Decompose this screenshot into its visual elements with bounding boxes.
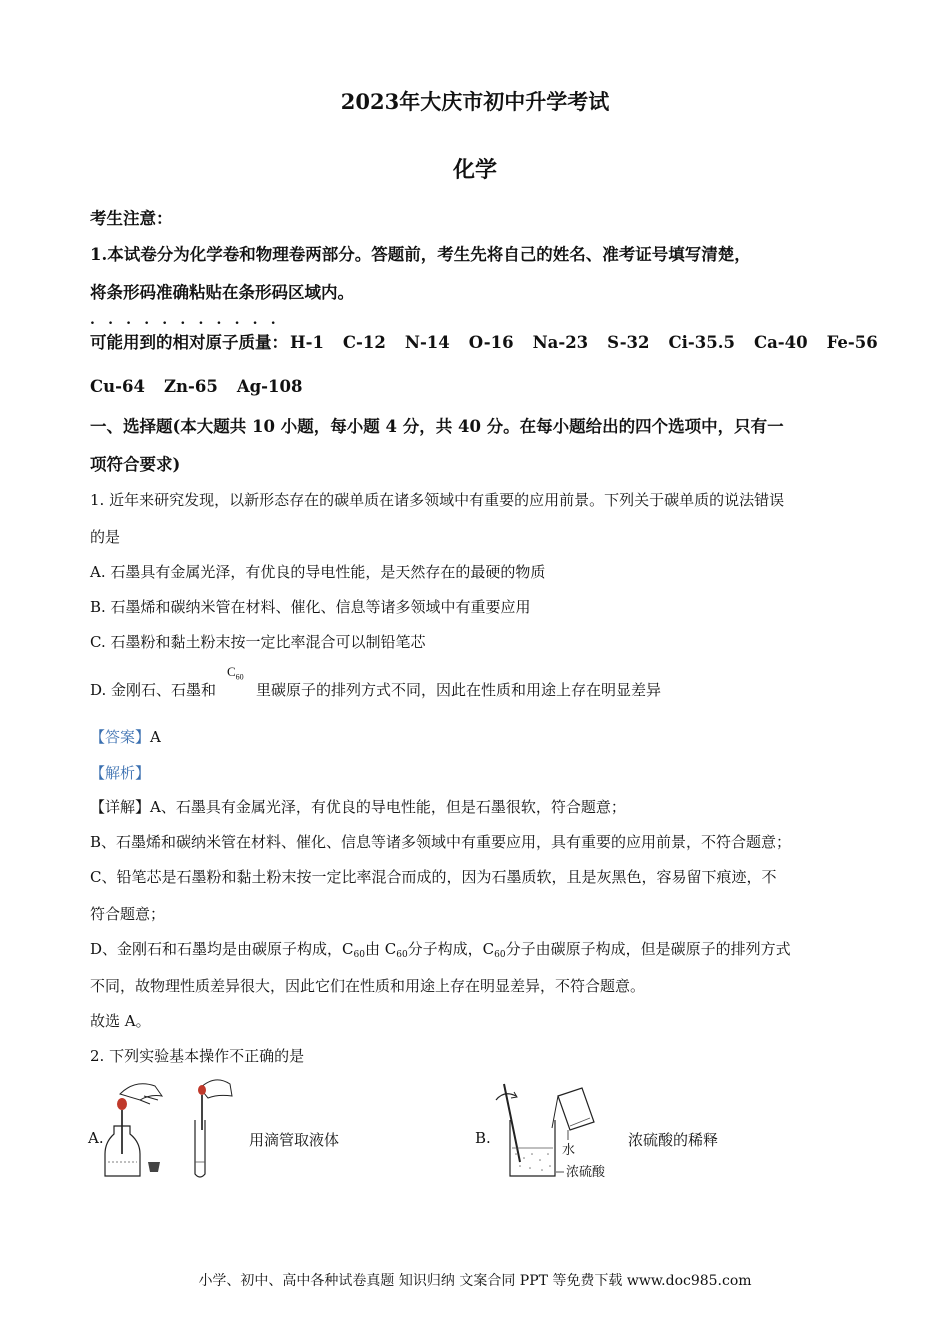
detail-tag: 【详解】	[90, 798, 151, 816]
mass-n: N-14	[404, 333, 450, 352]
answer-tag: 【答案】	[90, 728, 151, 746]
mass-h: H-1	[290, 333, 324, 352]
detail-c-line-1: C、铅笔芯是石墨粉和黏土粉末按一定比率混合而成的，因为石墨质软，且是灰黑色，容易留下痕迹，不	[90, 868, 777, 886]
detail-d-part-2: 由 C	[364, 940, 397, 958]
mass-ag: Ag-108	[236, 377, 303, 396]
q2-option-a-label: A.	[88, 1129, 104, 1147]
c60-letter: C	[227, 664, 236, 679]
mass-fe: Fe-56	[826, 333, 878, 352]
detail-d-line-1	[90, 938, 791, 960]
q1-option-c: C. 石墨粉和黏土粉末按一定比率混合可以制铅笔芯	[90, 633, 426, 651]
detail-a-text: A、石墨具有金属光泽，有优良的导电性能，但是石墨很软，符合题意；	[150, 798, 626, 816]
q1-stem-line-1: 1. 近年来研究发现，以新形态存在的碳单质在诸多领域中有重要的应用前景。下列关于碳单质的说法错误	[90, 491, 785, 509]
detail-d-part-4: 分子由碳原子构成，但是碳原子的排列方式	[505, 940, 791, 958]
mass-ca: Ca-40	[753, 333, 808, 352]
q1-option-a: A. 石墨具有金属光泽，有优良的导电性能，是天然存在的最硬的物质	[90, 563, 546, 581]
sub-60: 60	[396, 950, 408, 960]
notice-line-2: 将条形码准确粘贴在条形码区域内。	[90, 283, 354, 302]
mass-cu: Cu-64	[90, 377, 145, 396]
answer-value: A	[150, 728, 161, 746]
q2-option-b-text: 浓硫酸的稀释	[628, 1131, 719, 1149]
mass-na: Na-23	[532, 333, 589, 352]
q2-stem: 2. 下列实验基本操作不正确的是	[90, 1047, 305, 1065]
q1-answer	[90, 726, 161, 747]
q2-option-b-label: B.	[475, 1129, 491, 1147]
mass-zn: Zn-65	[163, 377, 218, 396]
detail-a	[90, 796, 626, 817]
detail-c-line-2: 符合题意；	[90, 905, 166, 923]
detail-d-part-1: D、金刚石和石墨均是由碳原子构成，C	[90, 940, 354, 958]
mass-s: S-32	[607, 333, 650, 352]
q2-option-a-text: 用滴管取液体	[249, 1131, 340, 1149]
dilution-illustration	[490, 1082, 625, 1182]
page-footer: 小学、初中、高中各种试卷真题 知识归纳 文案合同 PPT 等免费下载 www.doc985.com	[198, 1273, 752, 1289]
mass-o: O-16	[468, 333, 514, 352]
dropper-illustration	[100, 1074, 240, 1184]
section-heading-line-1: 一、选择题(本大题共 10 小题，每小题 4 分，共 40 分。在每小题给出的四个选项中，只有一	[90, 417, 784, 436]
detail-d-part-3: 分子构成，C	[407, 940, 495, 958]
acid-label: 浓硫酸	[566, 1165, 606, 1180]
mass-c: C-12	[342, 333, 386, 352]
emphasis-dots: ...........	[90, 312, 289, 328]
notice-line-1: 1.本试卷分为化学卷和物理卷两部分。答题前，考生先将自己的姓名、准考证号填写清楚，	[90, 245, 751, 264]
q1-option-d-prefix: D. 金刚石、石墨和	[90, 681, 217, 699]
detail-b: B、石墨烯和碳纳米管在材料、催化、信息等诸多领域中有重要应用，具有重要的应用前景，不符合题意；	[90, 833, 792, 851]
exam-title: 2023年大庆市初中升学考试	[340, 89, 610, 114]
conclusion: 故选 A。	[90, 1012, 151, 1030]
subject-title: 化学	[452, 157, 497, 183]
analysis-tag: 【解析】	[90, 764, 151, 782]
mass-cl: Ci-35.5	[668, 333, 735, 352]
q1-option-d-suffix: 里碳原子的排列方式不同，因此在性质和用途上存在明显差异	[256, 681, 662, 699]
atomic-masses-row-2	[90, 377, 321, 396]
notice-heading: 考生注意：	[90, 209, 173, 228]
q1-option-b: B. 石墨烯和碳纳米管在材料、催化、信息等诸多领域中有重要应用	[90, 598, 531, 616]
atomic-masses-row-1	[90, 329, 878, 353]
q1-stem-line-2: 的是	[90, 528, 121, 546]
detail-d-line-2: 不同，故物理性质差异很大，因此它们在性质和用途上存在明显差异，不符合题意。	[90, 977, 646, 995]
sub-60: 60	[353, 950, 365, 960]
c60-formula	[227, 664, 244, 682]
water-label: 水	[562, 1143, 576, 1158]
c60-subscript: 60	[235, 672, 244, 682]
section-heading-line-2: 项符合要求)	[90, 455, 181, 474]
masses-label: 可能用到的相对原子质量：	[90, 333, 288, 352]
sub-60: 60	[494, 950, 506, 960]
